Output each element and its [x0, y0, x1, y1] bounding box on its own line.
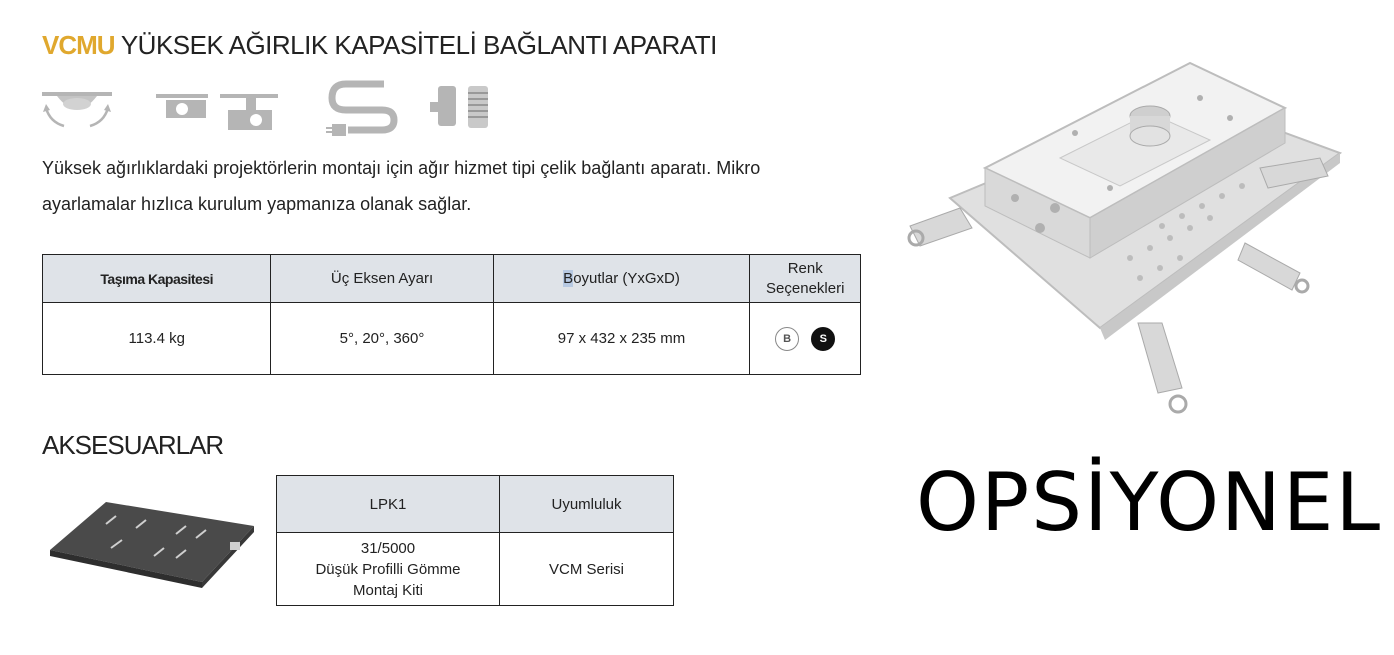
part-line-2: Düşük Profilli Gömme	[315, 560, 461, 578]
spec-header-row	[43, 255, 861, 303]
accessory-image-plate	[46, 498, 258, 590]
spec-table	[42, 254, 861, 375]
spec-data-row	[43, 303, 861, 375]
cable-routing-icon	[326, 78, 402, 138]
accessories-header-row	[277, 476, 674, 533]
part-line-1: 31/5000	[360, 539, 416, 557]
dimensions-value: 97 x 432 x 235 mm	[493, 303, 750, 375]
color-swatch-b: B	[775, 327, 799, 351]
projector-mount-icon	[156, 82, 296, 134]
header-dimensions-text: oyutlar (YxGxD)	[573, 270, 680, 287]
accessories-title: AKSESUARLAR	[42, 430, 224, 460]
color-swatch-s: S	[811, 327, 835, 351]
compat-value: VCM Serisi	[500, 533, 674, 606]
part-description	[277, 533, 500, 606]
text-selection-highlight: B	[563, 270, 574, 287]
page-title	[42, 30, 717, 61]
product-image-mount	[900, 58, 1350, 428]
accessories-data-row	[277, 533, 674, 606]
header-axis: Üç Eksen Ayarı	[271, 255, 493, 303]
header-colors: Renk Seçenekleri	[750, 255, 861, 303]
header-capacity: Taşıma Kapasitesi	[43, 255, 271, 303]
part-line-3: Montaj Kiti	[352, 581, 424, 599]
title-text: YÜKSEK AĞIRLIK KAPASİTELİ BAĞLANTI APARATI	[120, 30, 717, 60]
feature-icon-row	[40, 78, 500, 138]
capacity-value: 113.4 kg	[43, 303, 271, 375]
header-compat: Uyumluluk	[500, 476, 674, 533]
extension-pole-icon	[430, 82, 500, 134]
header-dimensions	[493, 255, 750, 303]
brand-name: VCMU	[42, 30, 115, 60]
axis-value: 5°, 20°, 360°	[271, 303, 493, 375]
rotate-ceiling-icon	[40, 82, 120, 134]
optional-label: OPSİYONEL	[916, 456, 1383, 549]
header-part: LPK1	[277, 476, 500, 533]
accessories-table	[276, 475, 674, 606]
product-description: Yüksek ağırlıklardaki projektörlerin montajı için ağır hizmet tipi çelik bağlantı aparatı. Mikro ayarlamalar hızlıca kurulum yapmanıza olanak sağlar.	[42, 158, 761, 214]
color-options	[750, 303, 861, 375]
